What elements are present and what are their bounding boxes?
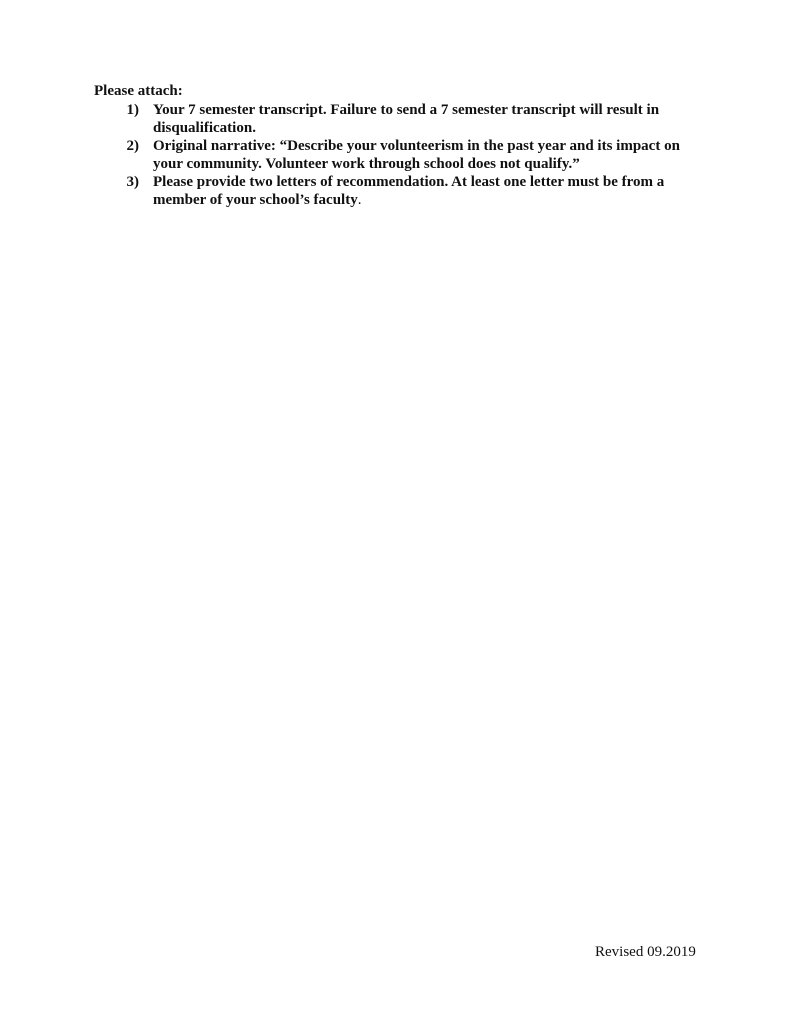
- item-line: member of your school’s faculty: [153, 192, 358, 208]
- item-number: 1): [126, 102, 139, 118]
- item-line: Please provide two letters of recommendation. At least one letter must be from a: [153, 174, 665, 190]
- item-text: [153, 173, 714, 209]
- attachment-item-3: [94, 173, 714, 209]
- item-line: Your 7 semester transcript. Failure to send a 7 semester transcript will result in: [153, 102, 660, 118]
- item-line: your community. Volunteer work through school does not qualify.”: [153, 156, 580, 172]
- item-line: disqualification.: [153, 120, 256, 136]
- attachment-item-1: [94, 101, 714, 137]
- attachments-list: [94, 101, 714, 209]
- item-text: [153, 137, 714, 173]
- item-line-with-period: [153, 191, 714, 209]
- trailing-period: .: [357, 192, 362, 208]
- item-number: 3): [126, 174, 139, 190]
- item-number: 2): [126, 138, 139, 154]
- attachment-item-2: [94, 137, 714, 173]
- revision-footer: Revised 09.2019: [595, 944, 696, 960]
- attachments-heading: Please attach:: [94, 83, 183, 99]
- item-text: [153, 101, 714, 137]
- item-line: Original narrative: “Describe your volunteerism in the past year and its impact on: [153, 138, 680, 154]
